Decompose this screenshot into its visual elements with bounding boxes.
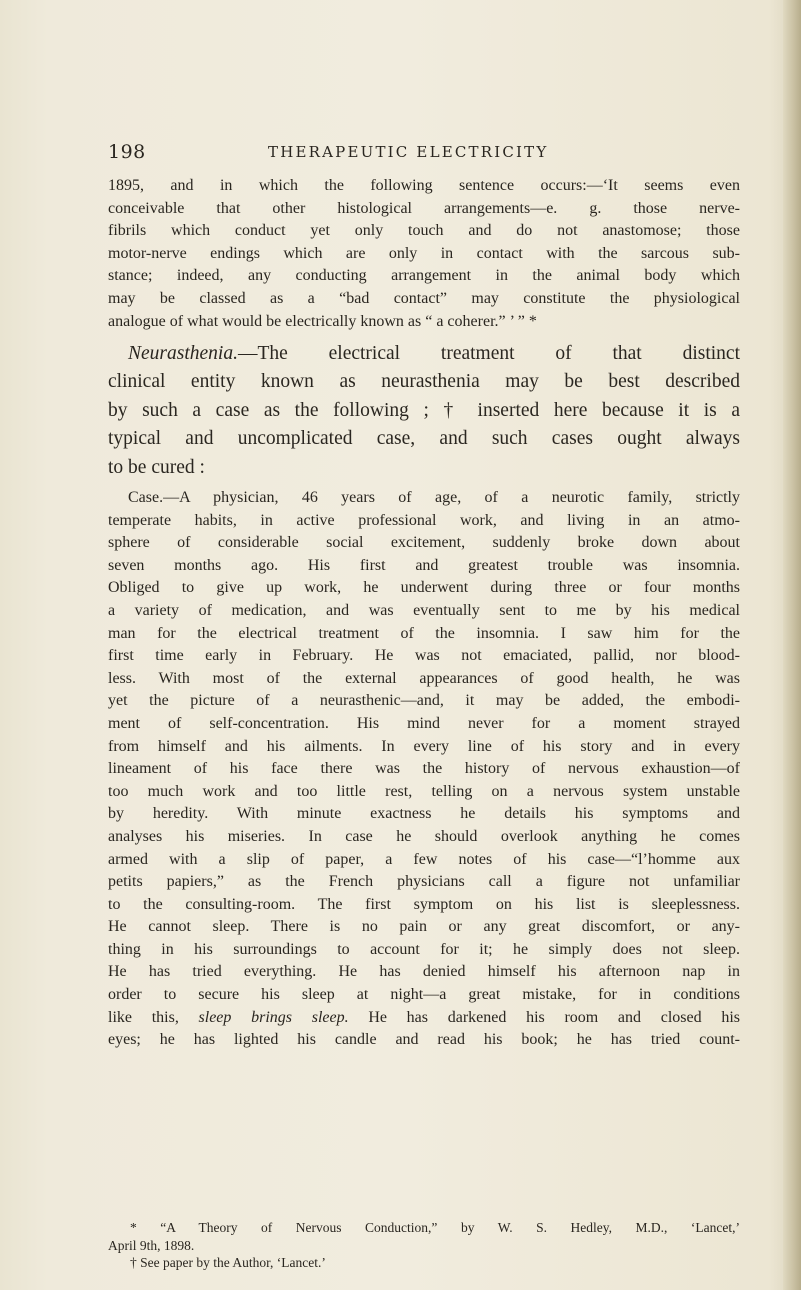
- text-line: by such a case as the following ; † inserted here because it is a: [108, 399, 740, 421]
- text-line: [108, 1007, 740, 1030]
- neurasthenia-paragraph: [108, 340, 740, 482]
- text-line: motor-nerve endings which are only in contact with the sarcous sub-: [108, 244, 740, 262]
- text-span: —The electrical treatment of that distinct: [237, 343, 740, 364]
- case-lead: Case.: [128, 489, 164, 506]
- text-line: order to secure his sleep at night—a great mistake, for in conditions: [108, 986, 740, 1004]
- text-line: man for the electrical treatment of the insomnia. I saw him for the: [108, 624, 740, 642]
- text-line: Obliged to give up work, he underwent during three or four months: [108, 579, 740, 597]
- text-line: typical and uncomplicated case, and such cases ought always: [108, 428, 740, 450]
- text-line: conceivable that other histological arrangements—e. g. those nerve-: [108, 199, 740, 217]
- text-line: 1895, and in which the following sentence occurs:—‘It seems even: [108, 177, 740, 194]
- case-paragraph: [108, 487, 740, 1052]
- text-line: He cannot sleep. There is no pain or any great discomfort, or any-: [108, 918, 740, 936]
- text-line: less. With most of the external appearances of good health, he was: [108, 669, 740, 687]
- text-line: stance; indeed, any conducting arrangement in the animal body which: [108, 267, 740, 285]
- text-line: clinical entity known as neurasthenia may be best described: [108, 371, 740, 393]
- text-line: too much work and too little rest, telling on a nervous system unstable: [108, 782, 740, 800]
- text-line: yet the picture of a neurasthenic—and, it may be added, the embodi-: [108, 692, 740, 710]
- footnote-line: April 9th, 1898.: [108, 1237, 195, 1253]
- text-line: eyes; he has lighted his candle and read his book; he has tried count-: [108, 1031, 740, 1049]
- text-line: a variety of medication, and was eventually sent to me by his medical: [108, 601, 740, 619]
- emphasis-text: sleep brings sleep.: [198, 1008, 349, 1026]
- text-line: analogue of what would be electrically known as “ a coherer.” ’ ” *: [108, 312, 537, 330]
- text-line: fibrils which conduct yet only touch and do not anastomose; those: [108, 222, 740, 240]
- footnotes: [108, 1219, 740, 1272]
- text-line: temperate habits, in active professional work, and living in an atmo-: [108, 511, 740, 529]
- text-line: seven months ago. His first and greatest trouble was insomnia.: [108, 556, 740, 574]
- text-span: like this,: [108, 1008, 199, 1026]
- running-title: THERAPEUTIC ELECTRICITY: [268, 143, 549, 161]
- text-line: thing in his surroundings to account for it; he simply does not sleep.: [108, 940, 740, 958]
- page-header: [108, 141, 738, 167]
- text-line: analyses his miseries. In case he should overlook anything he comes: [108, 827, 740, 845]
- text-line: [108, 487, 740, 510]
- text-line: [108, 340, 740, 368]
- text-line: by heredity. With minute exactness he details his symptoms and: [108, 805, 740, 823]
- text-line: lineament of his face there was the history of nervous exhaustion—of: [108, 760, 740, 778]
- text-line: may be classed as a “bad contact” may constitute the physiological: [108, 289, 740, 307]
- text-line: armed with a slip of paper, a few notes of his case—“l’homme aux: [108, 850, 740, 868]
- text-span: He has darkened his room and closed his: [348, 1008, 740, 1026]
- section-heading: Neurasthenia.: [128, 343, 238, 364]
- footnote-line: * “A Theory of Nervous Conduction,” by W. S. Hedley, M.D., ‘Lancet,’: [130, 1220, 740, 1235]
- page-number: 198: [108, 141, 146, 163]
- text-line: first time early in February. He was not emaciated, pallid, nor blood-: [108, 647, 740, 665]
- text-line: sphere of considerable social excitement, suddenly broke down about: [108, 534, 740, 552]
- text-line: petits papiers,” as the French physicians call a figure not unfamiliar: [108, 873, 740, 891]
- text-span: —A physician, 46 years of age, of a neurotic family, strictly: [163, 489, 740, 506]
- quote-paragraph: [108, 175, 740, 333]
- text-line: from himself and his ailments. In every line of his story and in every: [108, 737, 740, 755]
- text-line: He has tried everything. He has denied himself his afternoon nap in: [108, 963, 740, 981]
- text-line: to be cured :: [108, 456, 205, 478]
- page-edge-shadow: [783, 0, 801, 1290]
- footnote-line: † See paper by the Author, ‘Lancet.’: [130, 1255, 326, 1271]
- text-line: to the consulting-room. The first symptom on his list is sleeplessness.: [108, 895, 740, 913]
- text-line: ment of self-concentration. His mind never for a moment strayed: [108, 714, 740, 732]
